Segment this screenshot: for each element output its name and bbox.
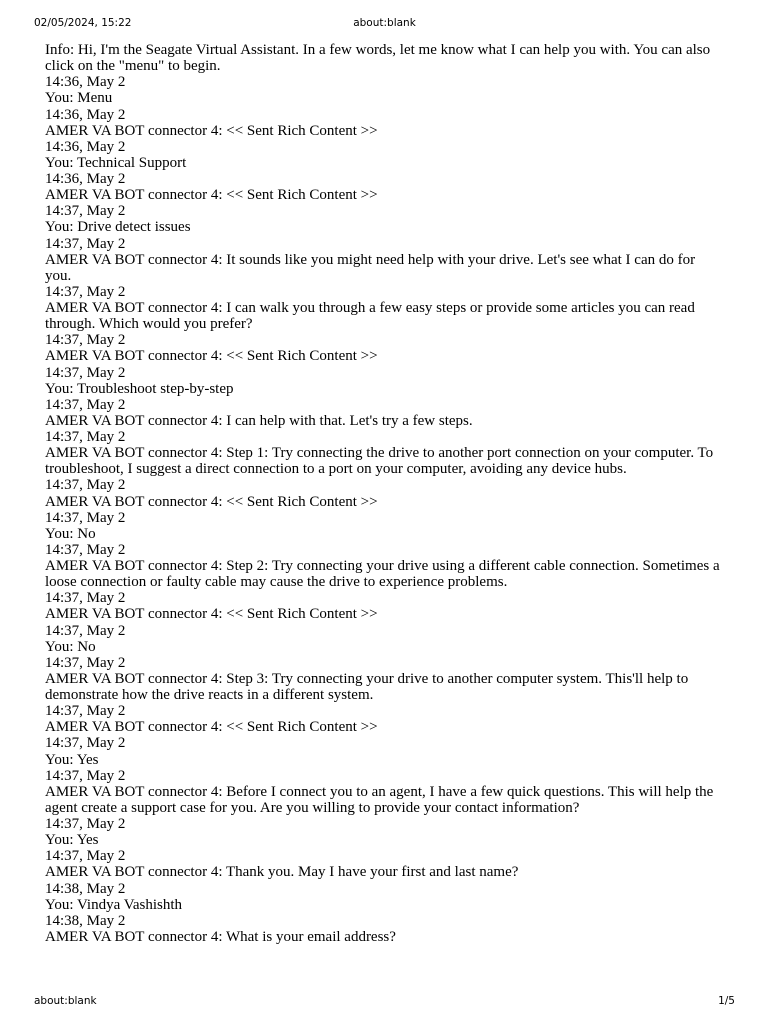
transcript-line: You: Menu bbox=[45, 90, 113, 107]
transcript-line: 14:37, May 2 bbox=[45, 816, 126, 832]
transcript-line: You: Yes bbox=[45, 832, 99, 849]
print-footer bbox=[34, 995, 735, 1007]
transcript-line: 14:37, May 2 bbox=[45, 622, 126, 639]
transcript-line: AMER VA BOT connector 4: << Sent Rich Content >> bbox=[45, 348, 378, 365]
transcript-line: 14:37, May 2 bbox=[45, 429, 126, 445]
transcript-line: 14:37, May 2 bbox=[45, 590, 126, 607]
transcript-line: AMER VA BOT connector 4: What is your email address? bbox=[45, 928, 396, 945]
transcript-line: You: Troubleshoot step-by-step bbox=[45, 380, 234, 397]
transcript-line: AMER VA BOT connector 4: << Sent Rich Content >> bbox=[45, 122, 378, 139]
transcript-line: AMER VA BOT connector 4: I can help with that. Let's try a few steps. bbox=[45, 412, 473, 429]
transcript-line: 14:36, May 2 bbox=[45, 74, 126, 91]
transcript-line: 14:37, May 2 bbox=[45, 703, 126, 720]
transcript-line: 14:37, May 2 bbox=[45, 396, 126, 413]
transcript-line: 14:37, May 2 bbox=[45, 332, 126, 349]
transcript-line: You: No bbox=[45, 525, 96, 542]
transcript-line: AMER VA BOT connector 4: Thank you. May I have your first and last name? bbox=[45, 864, 519, 881]
transcript-line: AMER VA BOT connector 4: << Sent Rich Content >> bbox=[45, 493, 378, 510]
transcript-line: AMER VA BOT connector 4: << Sent Rich Content >> bbox=[45, 187, 378, 204]
transcript-line: AMER VA BOT connector 4: It sounds like you might need help with your drive. Let's see what I can do for you. bbox=[45, 251, 696, 284]
transcript-line: 14:38, May 2 bbox=[45, 912, 126, 929]
transcript-line: 14:37, May 2 bbox=[45, 203, 126, 220]
transcript-line: 14:37, May 2 bbox=[45, 541, 126, 558]
transcript-line: 14:36, May 2 bbox=[45, 171, 126, 187]
transcript-line: 14:36, May 2 bbox=[45, 138, 126, 155]
transcript-line: You: Vindya Vashishth bbox=[45, 896, 183, 913]
transcript-line: 14:36, May 2 bbox=[45, 106, 126, 123]
transcript-line: 14:37, May 2 bbox=[45, 767, 126, 784]
transcript-line: 14:37, May 2 bbox=[45, 477, 126, 494]
transcript-line: AMER VA BOT connector 4: Step 3: Try connecting your drive to another computer system. This'll help to demonstrate how the drive reacts in a different system. bbox=[45, 670, 689, 703]
transcript-line: 14:38, May 2 bbox=[45, 880, 126, 897]
chat-transcript bbox=[45, 42, 725, 945]
transcript-line: AMER VA BOT connector 4: << Sent Rich Content >> bbox=[45, 719, 378, 736]
transcript-line: You: Drive detect issues bbox=[45, 219, 191, 236]
print-page-title: about:blank bbox=[353, 17, 416, 29]
transcript-line: 14:37, May 2 bbox=[45, 283, 126, 300]
transcript-line: AMER VA BOT connector 4: << Sent Rich Content >> bbox=[45, 606, 378, 623]
transcript-line: AMER VA BOT connector 4: I can walk you through a few easy steps or provide some articles you can read through. Which would you prefer? bbox=[45, 300, 695, 333]
transcript-line: 14:37, May 2 bbox=[45, 654, 126, 671]
transcript-line: 14:37, May 2 bbox=[45, 848, 126, 865]
transcript-line: You: Yes bbox=[45, 751, 99, 768]
transcript-line: AMER VA BOT connector 4: Step 1: Try connecting the drive to another port connection on your computer. To troubleshoot, I suggest a direct connection to a port on your computer, avoiding any device hubs. bbox=[45, 445, 714, 478]
transcript-line: You: No bbox=[45, 638, 96, 655]
transcript-line: AMER VA BOT connector 4: Before I connect you to an agent, I have a few quick questions. This will help the agent create a support case for you. Are you willing to provide your contact information? bbox=[45, 783, 714, 816]
print-footer-url: about:blank bbox=[34, 995, 97, 1007]
transcript-line: 14:37, May 2 bbox=[45, 735, 126, 752]
transcript-line: 14:37, May 2 bbox=[45, 235, 126, 252]
print-header bbox=[34, 17, 735, 29]
print-datetime: 02/05/2024, 15:22 bbox=[34, 17, 132, 29]
transcript-line: You: Technical Support bbox=[45, 154, 187, 171]
transcript-line: 14:37, May 2 bbox=[45, 509, 126, 526]
transcript-line: AMER VA BOT connector 4: Step 2: Try connecting your drive using a different cable connection. Sometimes a loose connection or faulty cable may cause the drive to experience problems. bbox=[45, 558, 720, 591]
transcript-line: 14:37, May 2 bbox=[45, 364, 126, 381]
print-page-number: 1/5 bbox=[718, 995, 735, 1007]
transcript-line: Info: Hi, I'm the Seagate Virtual Assistant. In a few words, let me know what I can help you with. You can also click on the "menu" to begin. bbox=[45, 42, 711, 75]
